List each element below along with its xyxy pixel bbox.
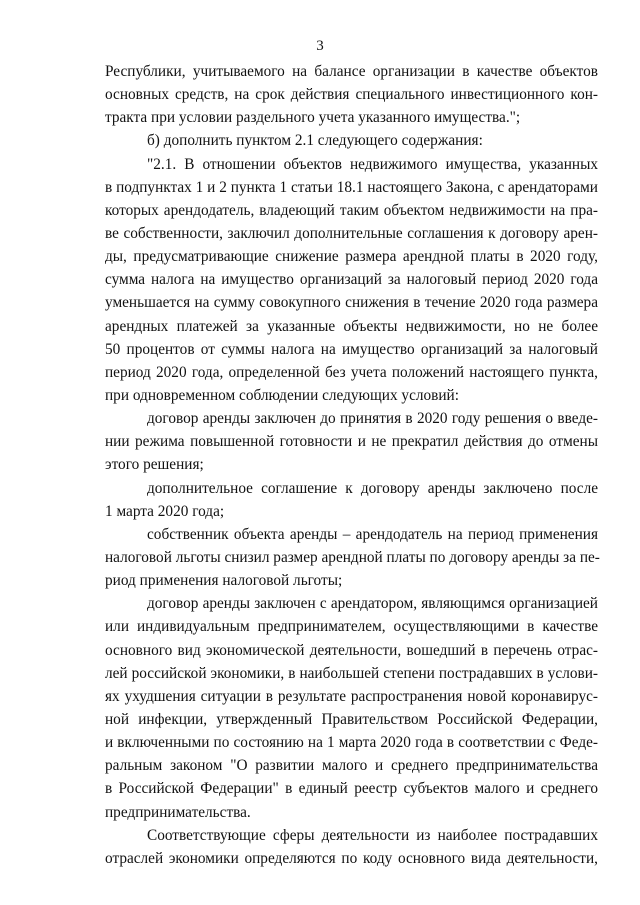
paragraph [105, 407, 598, 476]
text-line: этого решения; [105, 456, 204, 474]
text-line: дополнительное соглашение к договору аренды заключено после [147, 479, 598, 497]
text-line: отраслей экономики определяются по коду основного вида деятельности, [105, 849, 598, 867]
paragraph [105, 824, 598, 870]
text-line: Соответствующие сферы деятельности из наиболее пострадавших [147, 826, 598, 844]
text-line: налоговой льготы снизил размер арендной платы по договору аренды за пе- [105, 548, 600, 566]
text-line: ды, предусматривающие снижение размера арендной платы в 2020 году, [105, 248, 598, 266]
text-line: основного вид экономической деятельности, вошедший в перечень отрас- [105, 641, 598, 659]
text-line: ральным законом "О развитии малого и среднего предпринимательства [105, 757, 598, 775]
text-line: Республики, учитываемого на балансе организации в качестве объектов [105, 63, 598, 80]
text-line: нии режима повышенной готовности и не прекратил действия до отмены [105, 433, 598, 451]
text-line: уменьшается на сумму совокупного снижения в течение 2020 года размера [105, 294, 598, 312]
page-number: 3 [316, 38, 324, 54]
text-line: 50 процентов от суммы налога на имущество организаций за налоговый [105, 340, 598, 358]
text-line: предпринимательства. [105, 803, 251, 821]
text-line: в Российской Федерации" в единый реестр субъектов малого и среднего [105, 780, 598, 798]
text-line: лей российской экономики, в наибольшей степени пострадавших в услови- [105, 664, 598, 682]
text-line: тракта при условии раздельного учета указанного имущества."; [105, 109, 521, 127]
paragraph [105, 523, 598, 592]
text-line: собственник объекта аренды – арендодатель на период применения [147, 525, 598, 543]
text-line: б) дополнить пунктом 2.1 следующего содержания: [147, 132, 483, 150]
document-body [105, 60, 598, 870]
text-line: или индивидуальным предпринимателем, осуществляющими в качестве [105, 618, 598, 636]
text-line: сумма налога на имущество организаций за налоговый период 2020 года [105, 271, 598, 289]
text-line: арендных платежей за указанные объекты недвижимости, но не более [105, 317, 598, 335]
paragraph [105, 477, 598, 523]
text-line: ях ухудшения ситуации в результате распространения новой коронавирус- [105, 687, 598, 705]
text-line: 1 марта 2020 года; [105, 502, 225, 520]
text-line: ве собственности, заключил дополнительные соглашения к договору арен- [105, 224, 598, 242]
text-line: "2.1. В отношении объектов недвижимого имущества, указанных [147, 155, 598, 173]
paragraph [105, 129, 598, 152]
text-line: при одновременном соблюдении следующих условий: [105, 386, 459, 404]
text-line: и включенными по состоянию на 1 марта 2020 года в соответствии с Феде- [105, 734, 598, 752]
paragraph [105, 60, 598, 129]
text-line: ной инфекции, утвержденный Правительством Российской Федерации, [105, 710, 598, 728]
text-line: договор аренды заключен до принятия в 2020 году решения о введе- [147, 410, 598, 428]
text-line: риод применения налоговой льготы; [105, 572, 343, 590]
text-line: в подпунктах 1 и 2 пункта 1 статьи 18.1 настоящего Закона, с арендаторами [105, 178, 598, 196]
text-line: период 2020 года, определенной без учета положений настоящего пункта, [105, 363, 598, 381]
paragraph [105, 153, 598, 408]
text-line: основных средств, на срок действия специального инвестиционного кон- [105, 86, 598, 104]
paragraph [105, 592, 598, 823]
text-line: которых арендодатель, владеющий таким объектом недвижимости на пра- [105, 201, 598, 219]
text-line: договор аренды заключен с арендатором, являющимся организацией [147, 595, 598, 613]
